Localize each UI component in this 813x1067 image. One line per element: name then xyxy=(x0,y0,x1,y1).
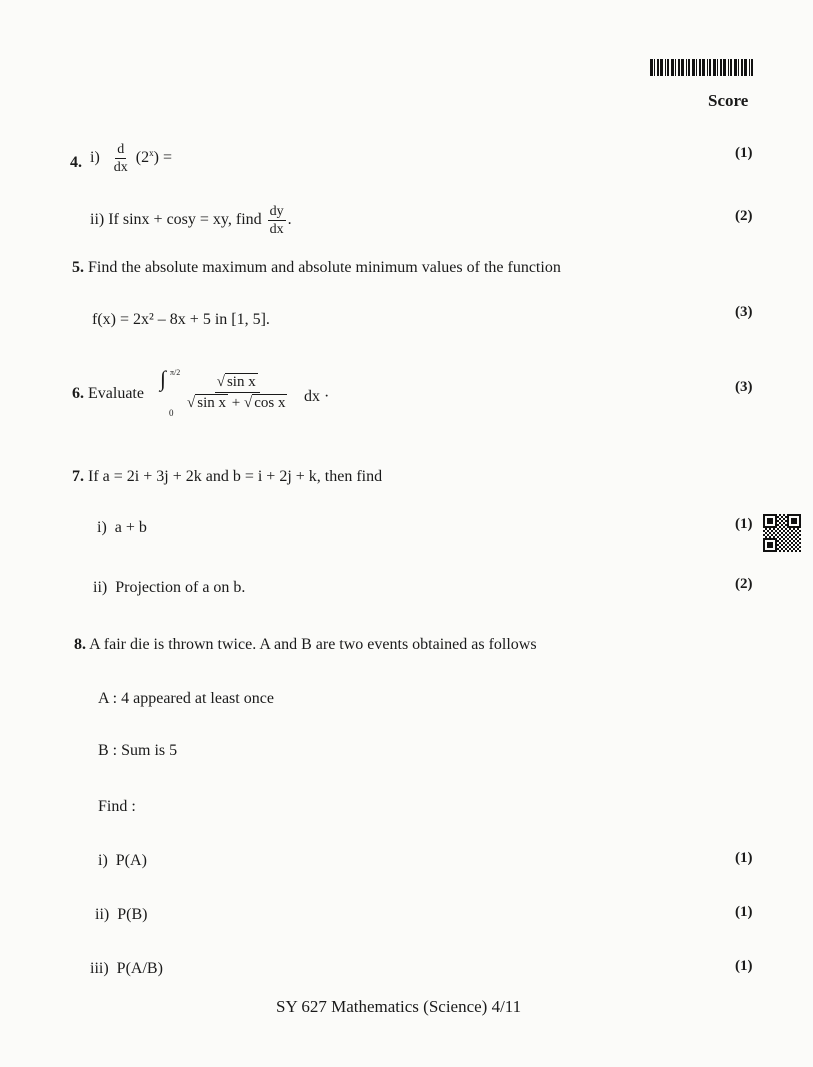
q6-fraction xyxy=(183,372,291,413)
q6-lower-limit: 0 xyxy=(169,408,174,418)
q7-then-find: , then find xyxy=(316,468,383,485)
q4-part1-marks: (1) xyxy=(735,145,753,161)
q8-question xyxy=(74,636,537,654)
q8-part-1-marks: (1) xyxy=(735,850,753,866)
q8-part-2 xyxy=(95,906,147,924)
q4-expr-close: ) = xyxy=(153,149,172,167)
q6-den-term1: sin x xyxy=(197,395,226,411)
q8-find: Find : xyxy=(98,798,136,815)
q6-frac xyxy=(185,372,289,413)
q6-den-plus: + xyxy=(231,395,241,411)
q5-marks: (3) xyxy=(735,304,753,320)
q6-marks: (3) xyxy=(735,379,753,395)
q8-part-3-marks: (1) xyxy=(735,958,753,974)
q5-function: f(x) = 2x² – 8x + 5 in [1, 5]. xyxy=(92,311,270,328)
q4-exponent: x xyxy=(149,147,154,158)
q7-and: and xyxy=(205,468,229,485)
q4-part2-marks: (2) xyxy=(735,208,753,224)
q4-part2-label: ii) xyxy=(90,211,105,229)
q8-part-2-text: P(B) xyxy=(117,906,148,923)
q8-number: 8. xyxy=(74,636,86,653)
q7-b-expr: b = i + 2j + k xyxy=(232,468,317,485)
q6-text: Evaluate xyxy=(88,385,144,402)
score-label: Score xyxy=(708,91,749,110)
q4-part2-text: If sinx + cosy = xy, find xyxy=(108,211,262,229)
q4-part1-label: i) xyxy=(90,149,100,167)
q8-part-3 xyxy=(90,960,163,978)
q6-question xyxy=(72,385,144,403)
q6-numerator: √ sin x xyxy=(215,372,260,393)
q8-event-b: B : Sum is 5 xyxy=(98,742,178,759)
q4-part2-den: dx xyxy=(269,222,284,237)
q6-upper-limit: π/2 xyxy=(170,368,181,377)
q7-part1-marks: (1) xyxy=(735,516,753,532)
q4-part2-num: dy xyxy=(269,204,284,219)
q4-expr-open: (2 xyxy=(135,149,150,167)
q7-part2-marks: (2) xyxy=(735,576,753,592)
page-footer: SY 627 Mathematics (Science) 4/11 xyxy=(276,997,522,1016)
q6-denominator: √ sin x + √ cos x xyxy=(187,395,286,411)
q4-deriv-den: dx xyxy=(113,160,128,175)
q7-a-expr: a = 2i + 3j + 2k xyxy=(102,468,202,485)
q4-part2-fraction xyxy=(268,203,286,238)
q5-text: Find the absolute maximum and absolute minimum values of the function xyxy=(88,259,561,276)
q8-part-3-text: P(A/B) xyxy=(116,960,163,977)
q8-part-1-label: i) xyxy=(98,852,108,869)
q6-number: 6. xyxy=(72,385,84,402)
q8-part-1-text: P(A) xyxy=(115,852,147,869)
integral-sign: ∫ xyxy=(160,366,167,391)
q7-if: If xyxy=(88,468,99,485)
q7-part2-label: ii) xyxy=(93,579,108,596)
q4-number: 4. xyxy=(70,154,82,171)
q7-part2-text: Projection of a on b. xyxy=(115,579,246,596)
q8-part-3-label: iii) xyxy=(90,960,109,977)
q7-part1-expr: a + b xyxy=(114,519,147,536)
q6-num-radicand: sin x xyxy=(226,374,256,390)
barcode xyxy=(650,59,756,76)
q7-part1 xyxy=(97,519,147,537)
qr-code xyxy=(763,514,801,552)
q7-number: 7. xyxy=(72,468,84,485)
q7-question xyxy=(72,468,382,486)
q6-dx: dx · xyxy=(304,388,330,405)
q8-part-2-marks: (1) xyxy=(735,904,753,920)
q4-part1 xyxy=(90,141,172,176)
q7-part2 xyxy=(93,579,245,597)
q4-derivative xyxy=(112,141,130,176)
q5-number: 5. xyxy=(72,259,84,276)
q4-part2: ii) If sinx + cosy = xy, find $\frac{dy}{dx}$ . xyxy=(90,204,292,237)
q8-event-a: A : 4 appeared at least once xyxy=(98,690,274,707)
q8-part-1 xyxy=(98,852,147,870)
q7-part1-label: i) xyxy=(97,519,107,536)
q8-text: A fair die is thrown twice. A and B are two events obtained as follows xyxy=(89,636,537,653)
q4-deriv-num: d xyxy=(117,142,125,157)
q6-den-term2: cos x xyxy=(254,395,286,411)
q8-part-2-label: ii) xyxy=(95,906,110,923)
q5-question xyxy=(72,259,561,277)
